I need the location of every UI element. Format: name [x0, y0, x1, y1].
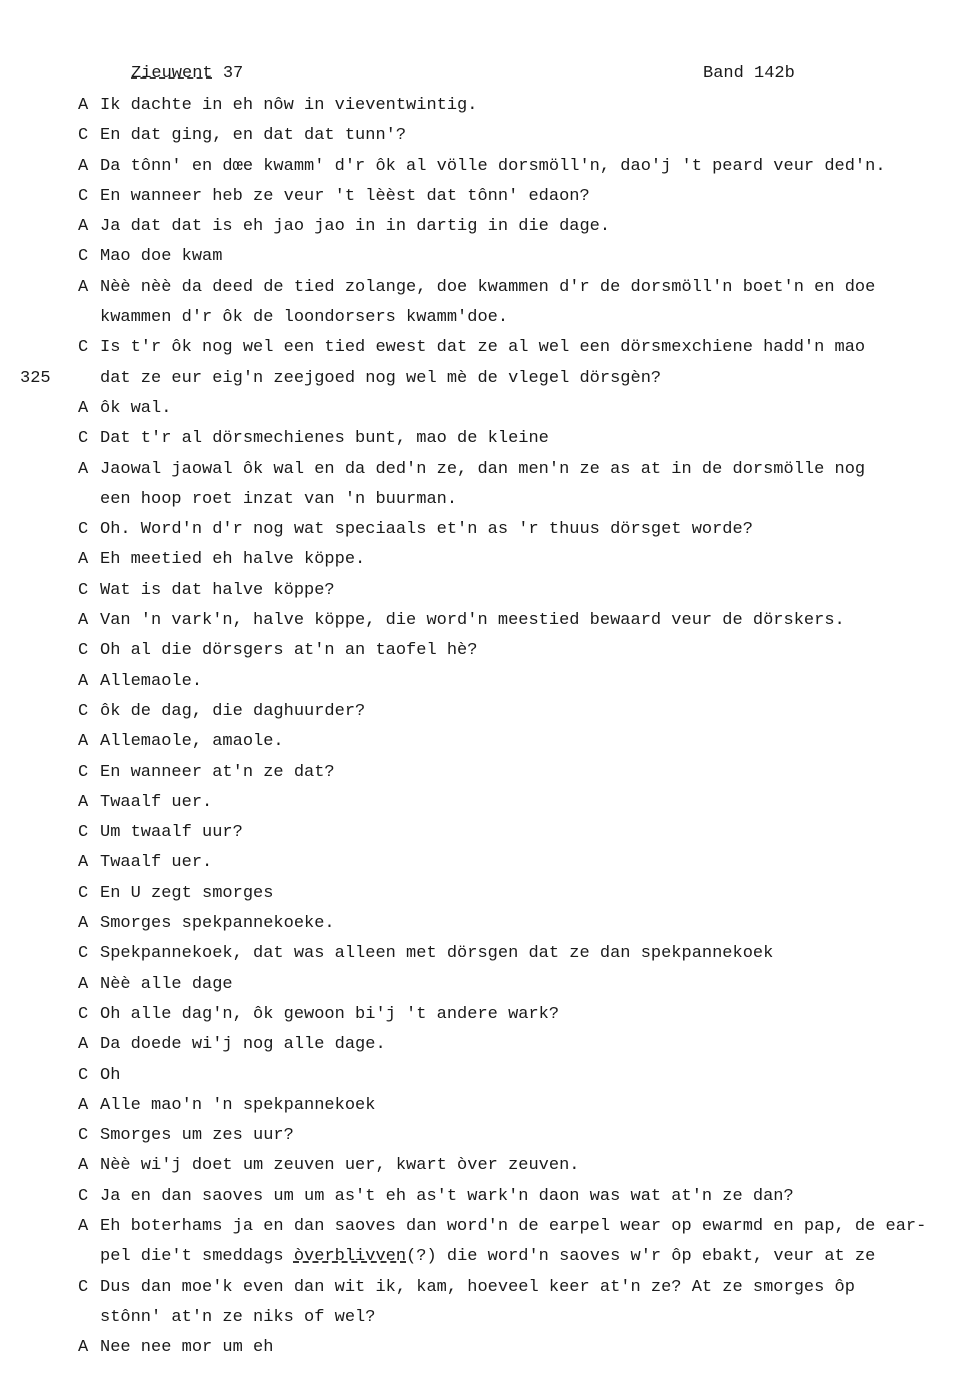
speaker-label: A	[78, 732, 89, 752]
utterance-text: Spekpannekoek, dat was alleen met dörsgen dat ze dan spekpannekoek	[100, 944, 774, 964]
transcript-line	[78, 1033, 958, 1063]
transcript-line	[78, 670, 958, 700]
utterance-text: Da tônn' en dœe kwamm' d'r ôk al völle dorsmöll'n, dao'j 't peard veur ded'n.	[100, 156, 886, 176]
speaker-label: A	[78, 156, 89, 176]
speaker-label: C	[78, 641, 89, 661]
speaker-label: A	[78, 914, 89, 934]
utterance-text: Eh meetied eh halve köppe.	[100, 550, 366, 570]
utterance-text: Smorges um zes uur?	[100, 1126, 294, 1146]
utterance-text: Ik dachte in eh nôw in vieventwintig.	[100, 96, 478, 115]
speaker-label: A	[78, 217, 89, 237]
transcript-line	[78, 1094, 958, 1124]
speaker-label: C	[78, 1277, 89, 1297]
utterance-text: En U zegt smorges	[100, 883, 274, 903]
utterance-continuation: stônn' at'n ze niks of wel?	[100, 1307, 376, 1327]
utterance-text: Allemaole, amaole.	[100, 732, 284, 752]
transcript-line	[78, 427, 958, 457]
utterance-text: Nèè wi'j doet um zeuven uer, kwart òver zeuven.	[100, 1156, 580, 1176]
transcript-line	[78, 306, 958, 336]
utterance-continuation	[100, 1245, 875, 1269]
transcript-line	[78, 124, 958, 154]
transcript-line	[78, 942, 958, 972]
utterance-text: ôk de dag, die daghuurder?	[100, 701, 366, 721]
utterance-continuation: dat ze eur eig'n zeejgoed nog wel mè de vlegel dörsgèn?	[100, 368, 662, 388]
speaker-label: C	[78, 186, 89, 206]
transcript-line	[78, 1306, 958, 1336]
speaker-label: A	[78, 398, 89, 418]
transcript-line	[78, 488, 958, 518]
transcript-line	[78, 245, 958, 275]
utterance-text: Um twaalf uur?	[100, 823, 243, 843]
margin-line-number: 325	[20, 369, 51, 388]
utterance-text: Nee nee mor um eh	[100, 1338, 274, 1358]
utterance-text: Dat t'r al dörsmechienes bunt, mao de kleine	[100, 429, 549, 449]
utterance-text-part: pel die't smeddags	[100, 1247, 294, 1267]
utterance-text: Allemaole.	[100, 671, 203, 691]
speaker-label: A	[78, 792, 89, 812]
speaker-label: A	[78, 1216, 89, 1236]
utterance-text: Nèè alle dage	[100, 974, 233, 994]
utterance-text: Alle mao'n 'n spekpannekoek	[100, 1095, 376, 1115]
transcript-line	[78, 367, 958, 397]
utterance-text: Nèè nèè da deed de tied zolange, doe kwammen d'r de dorsmöll'n boet'n en doe	[100, 277, 876, 297]
speaker-label: C	[78, 1065, 89, 1085]
transcript-line	[78, 1336, 958, 1366]
transcript-line	[78, 882, 958, 912]
transcript-line	[78, 276, 958, 306]
utterance-text: Oh al die dörsgers at'n an taofel hè?	[100, 641, 478, 661]
speaker-label: A	[78, 1095, 89, 1115]
utterance-text: Wat is dat halve köppe?	[100, 580, 335, 600]
speaker-label: A	[78, 550, 89, 570]
speaker-label: C	[78, 883, 89, 903]
transcript-line	[78, 458, 958, 488]
transcript-line	[78, 185, 958, 215]
transcript-line	[78, 1215, 958, 1245]
header-place-name: Zieuwent	[131, 64, 213, 83]
utterance-text: Jaowal jaowal ôk wal en da ded'n ze, dan men'n ze as at in de dorsmölle nog	[100, 459, 866, 479]
transcript-lines	[78, 94, 958, 1366]
speaker-label: A	[78, 853, 89, 873]
utterance-text: ôk wal.	[100, 398, 172, 418]
transcript-line	[78, 1185, 958, 1215]
speaker-label: A	[78, 1035, 89, 1055]
utterance-text: Mao doe kwam	[100, 247, 223, 267]
speaker-label: A	[78, 1156, 89, 1176]
speaker-label: A	[78, 277, 89, 297]
speaker-label: C	[78, 580, 89, 600]
transcript-line	[78, 336, 958, 366]
transcript-line	[78, 851, 958, 881]
utterance-continuation: een hoop roet inzat van 'n buurman.	[100, 489, 458, 509]
transcript-line	[78, 1154, 958, 1184]
speaker-label: C	[78, 1004, 89, 1024]
speaker-label: C	[78, 247, 89, 267]
transcript-line	[78, 155, 958, 185]
utterance-text: Twaalf uer.	[100, 792, 213, 812]
speaker-label: C	[78, 338, 89, 358]
transcript-line	[78, 215, 958, 245]
utterance-text: Oh	[100, 1065, 121, 1085]
speaker-label: A	[78, 611, 89, 631]
transcript-line	[78, 579, 958, 609]
speaker-label: C	[78, 762, 89, 782]
transcript-line	[78, 397, 958, 427]
transcript-line	[78, 1276, 958, 1306]
utterance-text: En dat ging, en dat dat tunn'?	[100, 126, 407, 146]
utterance-text: Van 'n vark'n, halve köppe, die word'n meestied bewaard veur de dörskers.	[100, 611, 845, 631]
transcript-line	[78, 912, 958, 942]
speaker-label: C	[78, 701, 89, 721]
speaker-label: C	[78, 823, 89, 843]
utterance-text: Oh alle dag'n, ôk gewoon bi'j 't andere wark?	[100, 1004, 560, 1024]
speaker-label: C	[78, 1126, 89, 1146]
utterance-text-part: (?) die word'n saoves w'r ôp ebakt, veur at ze	[406, 1247, 876, 1267]
transcript-line	[78, 609, 958, 639]
speaker-label: C	[78, 520, 89, 540]
transcript-line	[78, 821, 958, 851]
utterance-text: En wanneer at'n ze dat?	[100, 762, 335, 782]
header-number: 37	[222, 64, 244, 83]
utterance-text: Dus dan moe'k even dan wit ik, kam, hoeveel keer at'n ze? At ze smorges ôp	[100, 1277, 855, 1297]
speaker-label: A	[78, 974, 89, 994]
speaker-label: C	[78, 429, 89, 449]
utterance-text: Smorges spekpannekoeke.	[100, 914, 335, 934]
transcript-line	[78, 518, 958, 548]
utterance-text: Da doede wi'j nog alle dage.	[100, 1035, 386, 1055]
utterance-text: Twaalf uer.	[100, 853, 213, 873]
transcript-line	[78, 700, 958, 730]
transcript-line	[78, 548, 958, 578]
transcript-line	[78, 761, 958, 791]
header-tape: Band 142b	[703, 64, 795, 83]
transcript-line	[78, 1245, 958, 1275]
transcript-line	[78, 94, 958, 124]
speaker-label: A	[78, 671, 89, 691]
transcript-line	[78, 1124, 958, 1154]
utterance-continuation: kwammen d'r ôk de loondorsers kwamm'doe.	[100, 308, 509, 328]
utterance-text: Eh boterhams ja en dan saoves dan word'n de earpel wear op ewarmd en pap, de ear-	[100, 1216, 927, 1236]
utterance-text: Is t'r ôk nog wel een tied ewest dat ze al wel een dörsmexchiene hadd'n mao	[100, 338, 866, 358]
transcript-line	[78, 791, 958, 821]
transcript-line	[78, 639, 958, 669]
speaker-label: A	[78, 1338, 89, 1358]
speaker-label: A	[78, 96, 89, 115]
speaker-label: C	[78, 126, 89, 146]
transcript-line	[78, 973, 958, 1003]
utterance-text: Ja en dan saoves um um as't eh as't wark'n daon was wat at'n ze dan?	[100, 1186, 794, 1206]
utterance-text: En wanneer heb ze veur 't lèèst dat tônn' edaon?	[100, 186, 590, 206]
transcript-line	[78, 1064, 958, 1094]
transcript-line	[78, 730, 958, 760]
header-place	[131, 64, 243, 83]
speaker-label: C	[78, 944, 89, 964]
speaker-label: C	[78, 1186, 89, 1206]
speaker-label: A	[78, 459, 89, 479]
utterance-text: Ja dat dat is eh jao jao in in dartig in die dage.	[100, 217, 611, 237]
transcript-line	[78, 1003, 958, 1033]
utterance-text: Oh. Word'n d'r nog wat speciaals et'n as 'r thuus dörsget worde?	[100, 520, 753, 540]
underlined-word: òverblivven	[293, 1247, 407, 1267]
